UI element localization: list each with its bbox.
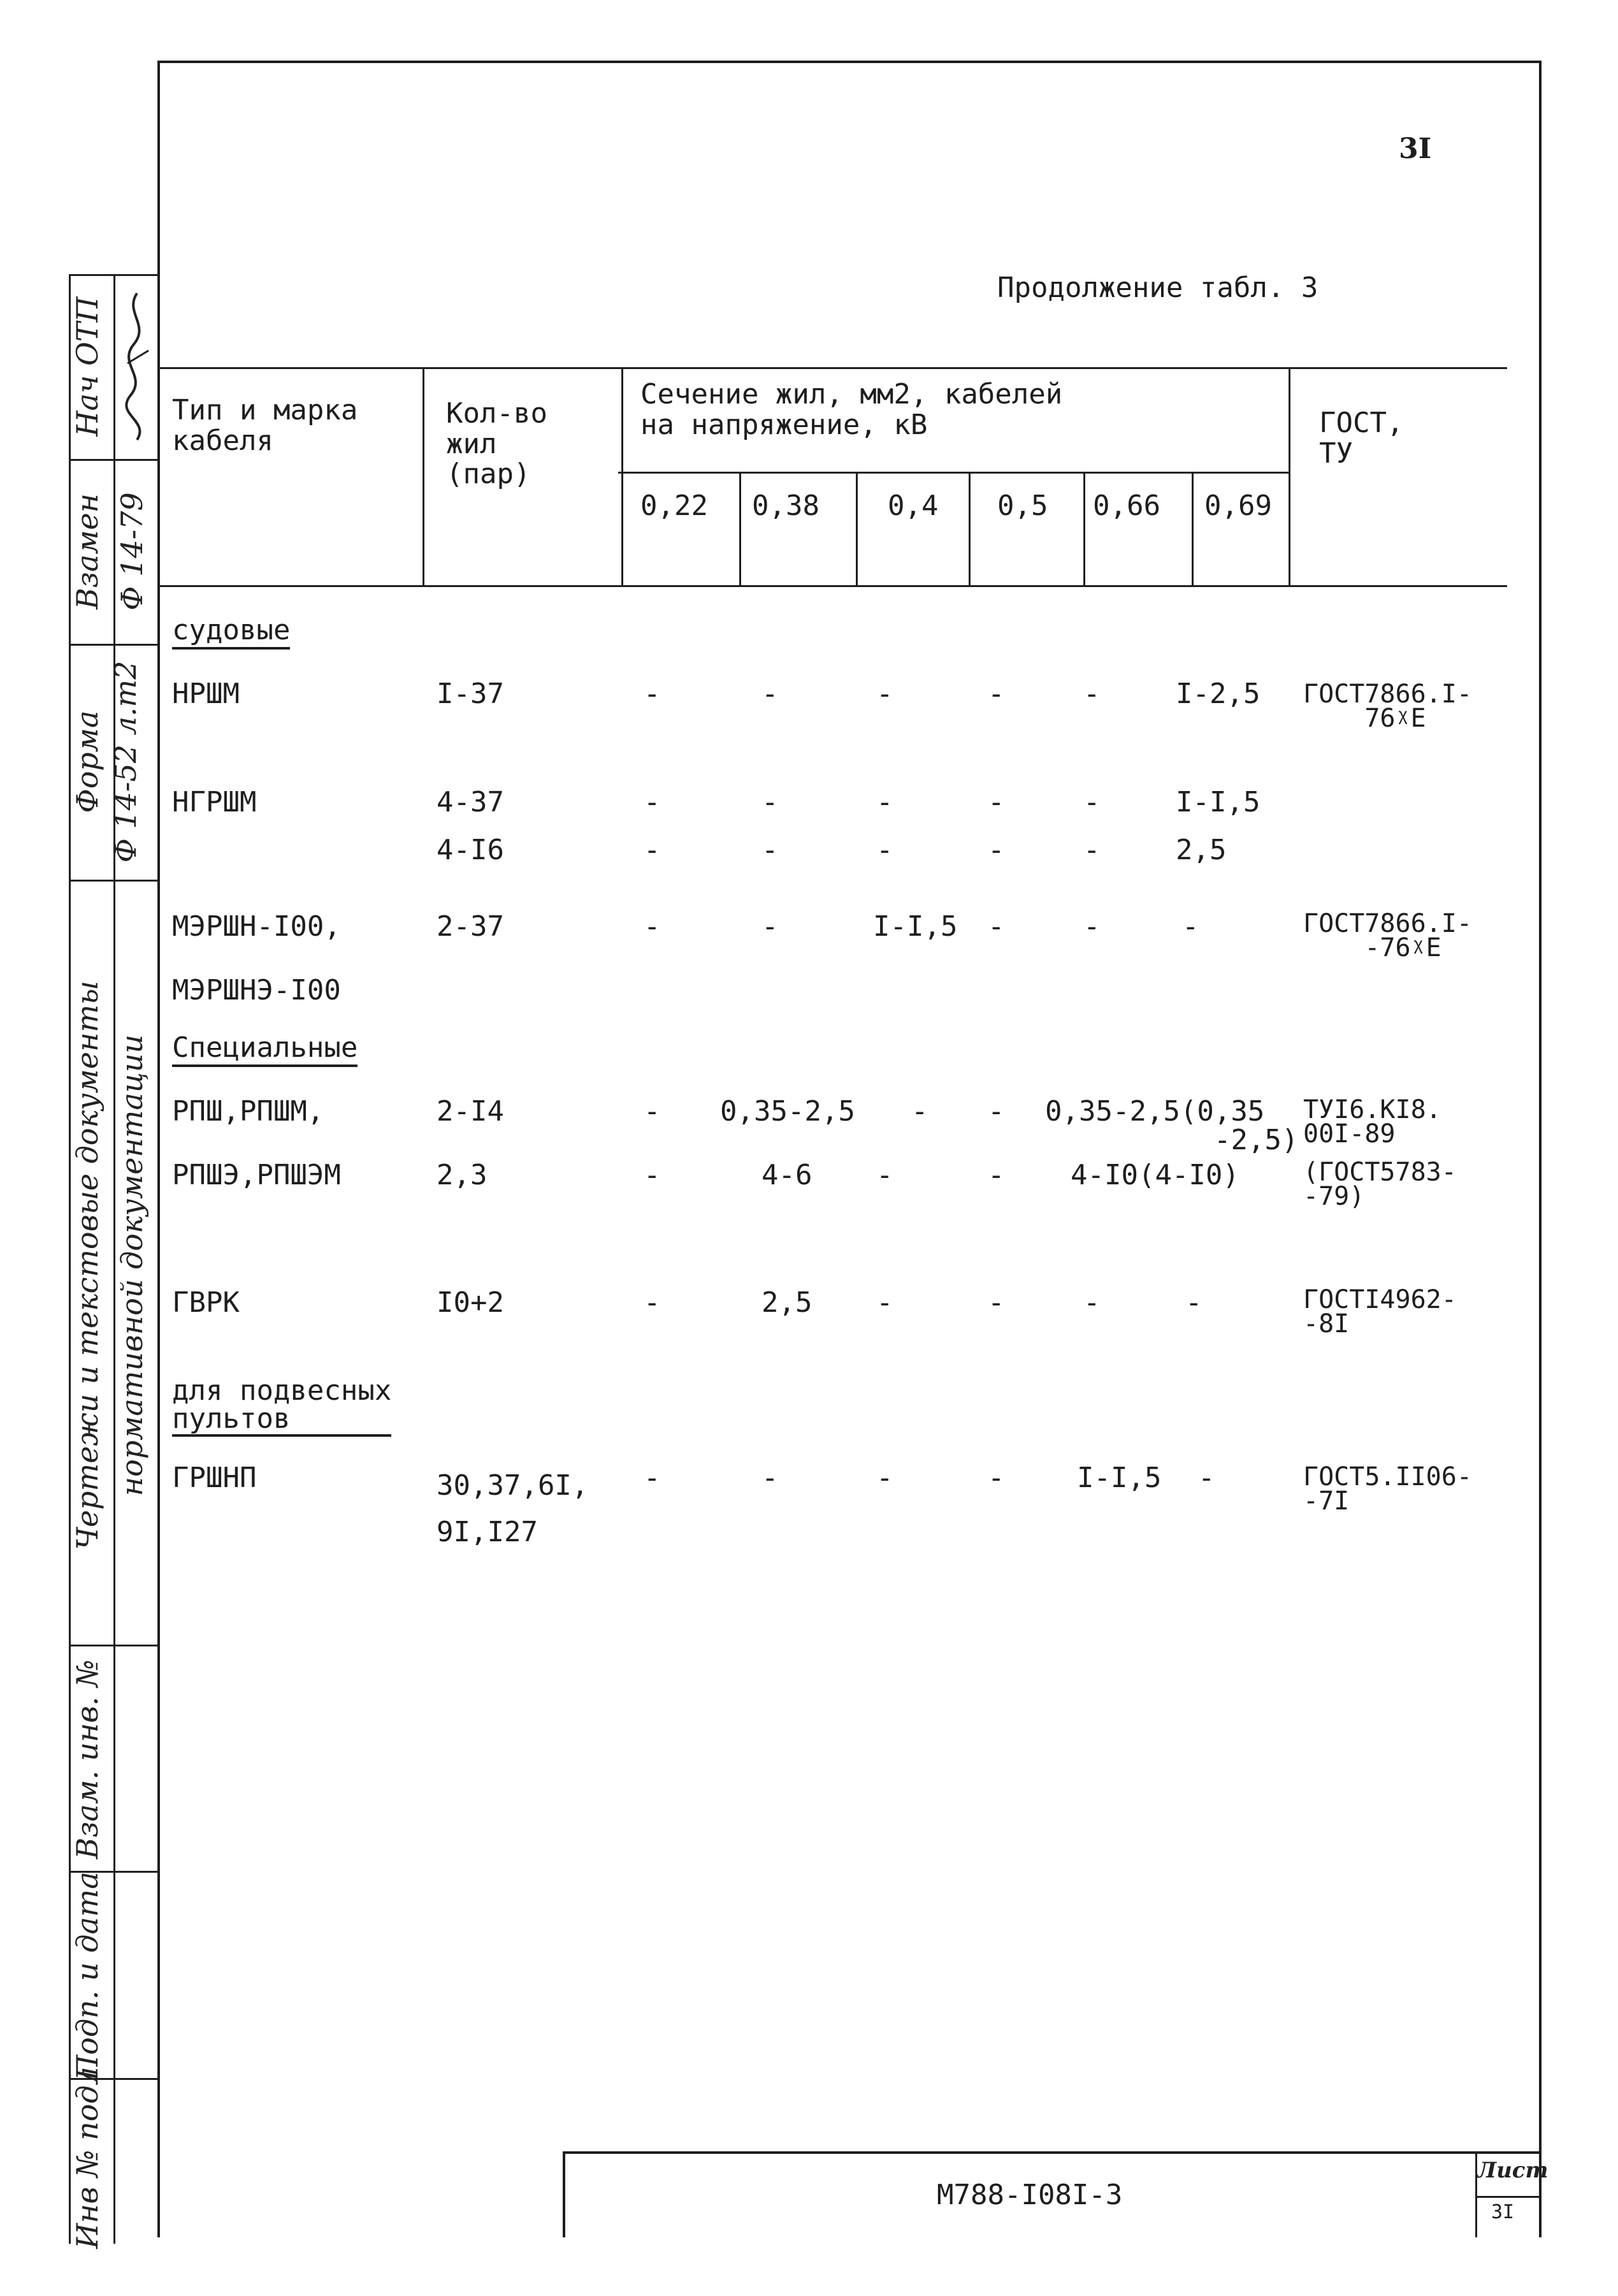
row-gvrk-gost: ГОСТI4962- -8I	[1303, 1285, 1457, 1339]
row-rpshe-v022: -	[644, 1159, 661, 1191]
row-rpshe-v038: 4-6	[762, 1159, 813, 1191]
row-gvrk-v066: -	[1083, 1286, 1101, 1319]
header-voltage-066: 0,66	[1093, 490, 1160, 522]
row-gvrk-v022: -	[644, 1286, 661, 1319]
col-divider-gost	[1289, 367, 1290, 586]
row-grshnp-v022: -	[644, 1462, 661, 1494]
stamp-vzam-inv: Взам. инв. №	[70, 1659, 105, 1859]
header-voltage-022: 0,22	[640, 490, 708, 522]
document-code: М788-I08I-3	[937, 2179, 1123, 2211]
row-rpsh-v05: -	[988, 1095, 1005, 1128]
sheet-label: Лист	[1477, 2158, 1549, 2183]
row-mershne-name: МЭРШНЭ-I00	[172, 974, 341, 1006]
row-ngrshm1-v04: -	[876, 786, 893, 818]
row-grshnp-v038: -	[762, 1462, 779, 1494]
row-grshnp-v066: I-I,5	[1077, 1462, 1162, 1494]
row-mershn-v022: -	[644, 910, 661, 943]
row-nrshm-name: НРШМ	[172, 678, 240, 710]
row-ngrshm1-v05: -	[988, 786, 1005, 818]
row-grshnp-v05: -	[988, 1462, 1005, 1494]
stamp-vzamen: Взамен	[70, 493, 105, 609]
row-nrshm-v022: -	[644, 678, 661, 710]
stamp-div-2	[69, 644, 160, 646]
row-ngrshm2-v04: -	[876, 834, 893, 866]
section-pendant: для подвесных пультов	[172, 1377, 391, 1437]
table-continuation: Продолжение табл. 3	[997, 272, 1318, 304]
row-nrshm-cores: I-37	[437, 678, 504, 710]
row-rpshe-v05: -	[988, 1159, 1005, 1191]
table-top-border	[157, 367, 1507, 369]
row-mershn-v04: I-I,5	[873, 910, 958, 943]
volt-divider-4	[1083, 472, 1085, 586]
row-mershn-v066: -	[1083, 910, 1101, 943]
stamp-vzamen-value: Ф 14-79	[115, 492, 149, 611]
row-gvrk-v069: -	[1185, 1286, 1203, 1319]
section-special: Специальные	[172, 1033, 358, 1067]
row-ngrshm-name: НГРШМ	[172, 786, 257, 818]
row-rpsh-name: РПШ,РПШМ,	[172, 1095, 324, 1128]
row-rpsh-v022: -	[644, 1095, 661, 1128]
row-mershn-v069: -	[1182, 910, 1199, 943]
row-ngrshm-cores-1: 4-37	[437, 786, 504, 818]
header-section: Сечение жил, мм2, кабелей на напряжение, кВ	[640, 378, 1063, 441]
volt-divider-5	[1192, 472, 1194, 586]
row-rpsh-v04: -	[911, 1095, 928, 1128]
row-ngrshm2-v022: -	[644, 834, 661, 866]
row-rpshe-gost: (ГОСТ5783- -79)	[1303, 1158, 1457, 1211]
stamp-drawings: Чертежи и текстовые документы	[70, 980, 105, 1550]
row-rpsh-v038: 0,35-2,5	[720, 1095, 855, 1128]
row-rpsh-v069-cont: -2,5)	[1214, 1124, 1299, 1156]
col-divider-1	[423, 367, 424, 586]
col-divider-2	[621, 367, 623, 586]
row-rpsh-v066: 0,35-2,5(0,35	[1045, 1095, 1265, 1128]
stamp-div-1	[69, 459, 160, 461]
row-ngrshm1-v066: -	[1083, 786, 1101, 818]
frame-right	[1539, 61, 1542, 2237]
header-voltage-069: 0,69	[1204, 490, 1272, 522]
row-grshnp-v04: -	[876, 1462, 893, 1494]
row-rpshe-name: РПШЭ,РПШЭМ	[172, 1159, 341, 1191]
volt-divider-3	[969, 472, 971, 586]
section-ship: судовые	[172, 615, 290, 650]
row-mershn-v038: -	[762, 910, 779, 943]
row-ngrshm2-v066: -	[1083, 834, 1101, 866]
row-ngrshm1-v069: I-I,5	[1176, 786, 1260, 818]
row-mershn-cores: 2-37	[437, 910, 504, 943]
stamp-forma-value: Ф 14-52 л.т2	[108, 660, 143, 863]
header-cores: Кол-во жил (пар)	[446, 397, 547, 491]
row-grshnp-cores: 30,37,6I, 9I,I27	[437, 1469, 589, 1548]
row-nrshm-v04: -	[876, 678, 893, 710]
header-voltage-04: 0,4	[888, 490, 939, 522]
stamp-div-3	[69, 880, 160, 882]
header-voltage-038: 0,38	[752, 490, 820, 522]
row-ngrshm1-v022: -	[644, 786, 661, 818]
row-nrshm-gost: ГОСТ7866.I- 76ᵡЕ	[1303, 679, 1472, 733]
row-grshnp-gost: ГОСТ5.II06- -7I	[1303, 1462, 1472, 1516]
stamp-inv-podl: Инв № подл	[70, 2067, 105, 2249]
row-gvrk-cores: I0+2	[437, 1286, 504, 1319]
stamp-podp-data: Подп. и дата	[70, 1871, 105, 2081]
sheet-number: 3I	[1491, 2201, 1515, 2223]
header-bottom-border	[157, 585, 1507, 587]
volt-divider-2	[856, 472, 858, 586]
row-grshnp-v069: -	[1198, 1462, 1215, 1494]
row-nrshm-v038: -	[762, 678, 779, 710]
title-block-left	[563, 2151, 565, 2237]
frame-top	[157, 61, 1542, 63]
row-gvrk-name: ГВРК	[172, 1286, 240, 1319]
row-rpsh-cores: 2-I4	[437, 1095, 504, 1128]
header-gost: ГОСТ, ТУ	[1319, 407, 1404, 470]
row-nrshm-v066: -	[1083, 678, 1101, 710]
row-mershn-gost: ГОСТ7866.I- -76ᵡЕ	[1303, 909, 1472, 963]
row-rpsh-gost: ТУI6.КI8. 00I-89	[1303, 1095, 1441, 1149]
stamp-top	[69, 274, 160, 276]
row-rpshe-v04: -	[876, 1159, 893, 1191]
row-mershn-v05: -	[988, 910, 1005, 943]
stamp-nach-otp: Нач ОТП	[70, 296, 105, 437]
row-mershn-name: МЭРШН-I00,	[172, 910, 341, 943]
row-gvrk-v038: 2,5	[762, 1286, 813, 1319]
title-block-top	[563, 2151, 1542, 2154]
row-nrshm-v069: I-2,5	[1176, 678, 1260, 710]
row-ngrshm1-v038: -	[762, 786, 779, 818]
row-gvrk-v04: -	[876, 1286, 893, 1319]
stamp-normative: нормативной документации	[115, 1034, 149, 1497]
row-ngrshm2-v038: -	[762, 834, 779, 866]
sheet-cell-divider	[1475, 2196, 1542, 2198]
row-ngrshm2-v069: 2,5	[1176, 834, 1227, 866]
frame-left	[157, 61, 160, 2237]
header-type-brand: Тип и марка кабеля	[172, 394, 358, 457]
stamp-signature-icon	[118, 287, 156, 446]
row-rpshe-v066: 4-I0(4-I0)	[1071, 1159, 1239, 1191]
row-grshnp-name: ГРШНП	[172, 1462, 257, 1494]
row-rpshe-cores: 2,3	[437, 1159, 488, 1191]
voltage-subheader-line	[618, 472, 1290, 474]
row-ngrshm2-v05: -	[988, 834, 1005, 866]
row-gvrk-v05: -	[988, 1286, 1005, 1319]
row-ngrshm-cores-2: 4-I6	[437, 834, 504, 866]
row-nrshm-v05: -	[988, 678, 1005, 710]
stamp-forma: Форма	[70, 710, 105, 813]
header-voltage-05: 0,5	[997, 490, 1048, 522]
volt-divider-1	[739, 472, 741, 586]
page-number: 3I	[1399, 133, 1432, 165]
